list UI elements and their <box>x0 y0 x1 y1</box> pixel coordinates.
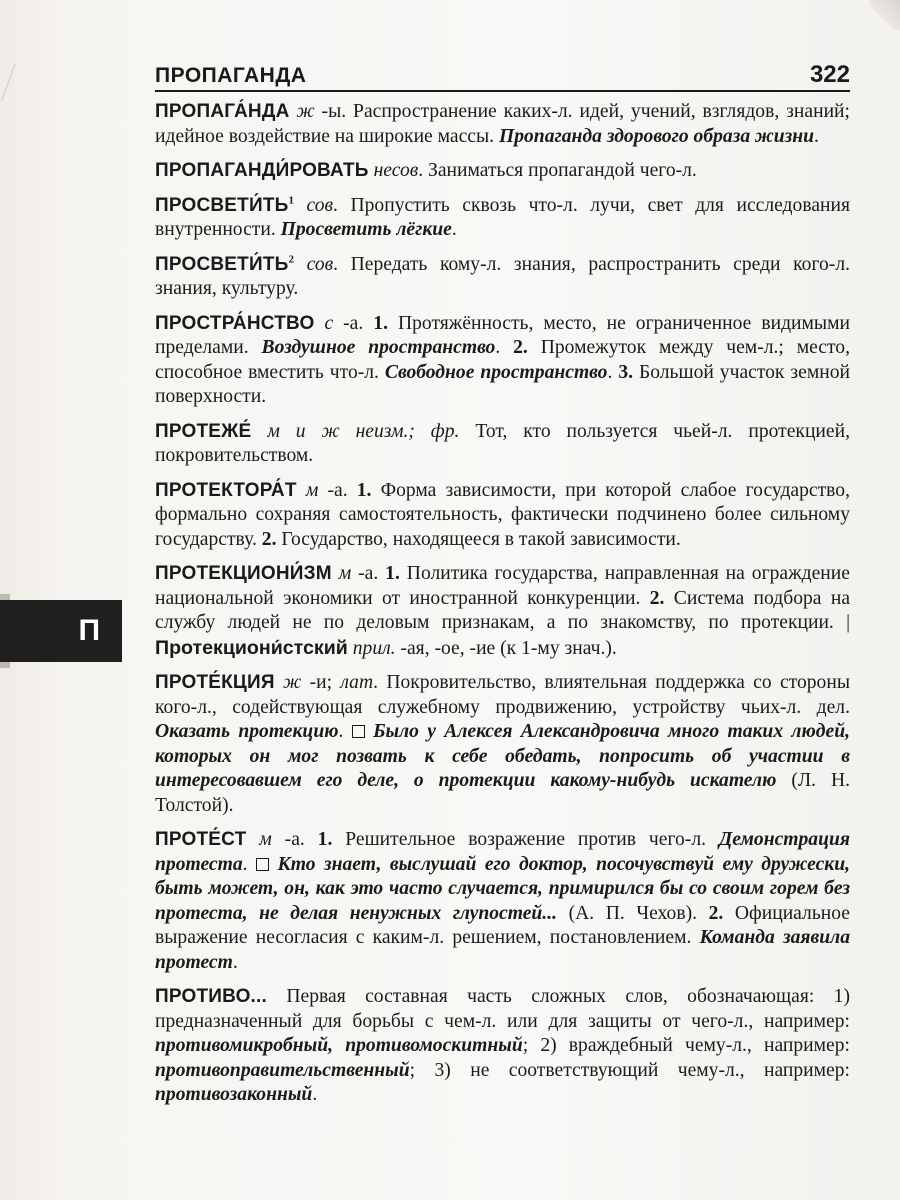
example-text: противоправительственный <box>155 1059 410 1081</box>
homonym-number: 1 <box>288 193 294 206</box>
sense-number: 2. <box>649 587 665 609</box>
entry <box>155 479 850 553</box>
headword: ПРОПАГАНДИ́РОВАТЬ <box>155 160 369 181</box>
entry <box>155 985 850 1108</box>
sense-number: 1. <box>317 829 333 850</box>
headword: ПРОТЕ́КЦИЯ <box>155 672 275 693</box>
grammar-label: м и ж неизм.; фр. <box>267 420 460 442</box>
example-text: противозаконный <box>155 1084 313 1105</box>
sense-number: 2. <box>261 528 277 550</box>
definition-text: . <box>312 1084 318 1105</box>
grammar-label: сов <box>306 253 334 275</box>
entry <box>155 312 850 410</box>
definition-text: -а. <box>333 312 374 334</box>
page-number: 322 <box>809 61 850 88</box>
definition-text: . Пропустить сквозь что-л. лучи, свет для исследования внутренности. <box>155 194 851 240</box>
definition-text: Тот, кто пользуется чьей-л. протекцией, покровительством. <box>155 420 850 466</box>
definition-text: ; 2) враждебный чему-л., например: <box>522 1035 850 1056</box>
definition-text: Государство, находящееся в такой зависимости. <box>276 528 681 550</box>
grammar-label: ж <box>296 101 315 122</box>
grammar-label: прил. <box>352 637 396 659</box>
example-text: Оказать протекцию <box>155 721 339 742</box>
definition-text: . <box>451 219 457 240</box>
grammar-label: м <box>338 563 352 584</box>
grammar-label: сов <box>306 194 334 216</box>
headword: ПРОТЕЖЕ́ <box>155 420 252 442</box>
definition-text: -а. <box>351 563 386 584</box>
example-text: Воздушное пространство <box>261 337 496 358</box>
definition-text: ; 3) не соответствующий чему-л., например: <box>409 1059 850 1081</box>
quotation-square-icon <box>256 858 269 871</box>
thumb-index-letter: П <box>78 614 100 647</box>
running-headword: ПРОПАГАНДА <box>155 64 307 87</box>
definition-text: . Передать кому-л. знания, распространить среди кого-л. знания, культуру. <box>155 253 850 299</box>
quotation-square-icon <box>352 725 365 738</box>
margin-mark <box>1 63 16 101</box>
grammar-label: м <box>259 829 272 850</box>
definition-text: . Заниматься пропагандой чего-л. <box>418 160 697 181</box>
dictionary-entries <box>155 100 850 1118</box>
example-text: Демонстрация протеста <box>155 829 850 875</box>
sense-number: 1. <box>373 312 388 334</box>
definition-text: Политика государства, направленная на ограждение национальной экономики от иностранной конкуренции. <box>155 563 850 609</box>
entry <box>155 253 850 302</box>
definition-text: -ая, -ое, -ие (к 1-му знач.). <box>395 637 617 659</box>
grammar-label: ж <box>283 672 302 693</box>
headword: ПРОСТРА́НСТВО <box>155 312 315 334</box>
entry <box>155 420 850 469</box>
definition-text: . <box>814 125 819 147</box>
example-text: Просветить лёгкие <box>280 219 452 240</box>
thumb-index-tab <box>0 600 122 662</box>
page-corner <box>870 0 900 30</box>
grammar-label: несов <box>373 160 419 181</box>
running-header <box>155 60 850 92</box>
grammar-label: м <box>305 479 319 501</box>
headword: ПРОСВЕТИ́ТЬ <box>155 194 289 216</box>
definition-text: . <box>232 951 238 973</box>
quotation-text: Было у Алексея Александровича много таких людей, которых он мог позвать к себе обедать, попросить об участии в интересовавшем его деле, о протекции какому-нибудь искателю <box>155 721 851 791</box>
example-text: Свободное пространство <box>384 361 608 383</box>
definition-text: Официальное выражение несогласия с каким-л. решением, постановлением. <box>155 902 850 948</box>
definition-text: . <box>242 853 257 875</box>
entry <box>155 159 850 184</box>
entry <box>155 562 850 661</box>
grammar-label: лат <box>340 672 374 693</box>
entry <box>155 194 850 243</box>
definition-text: Большой участок земной поверхности. <box>155 361 851 407</box>
quotation-text: Кто знает, выслушай его доктор, посочувствуй ему дружески, быть может, он, как это часто случается, примирился бы со своим горем без протеста, не делая ненужных глупостей... <box>155 853 851 924</box>
sense-number: 2. <box>708 902 724 924</box>
headword: ПРОТИВО... <box>155 986 267 1007</box>
definition-text: . <box>495 337 514 358</box>
definition-text: . <box>338 721 352 742</box>
entry <box>155 100 850 149</box>
definition-text: Промежуток между чем-л.; место, способное вместить что-л. <box>155 337 850 383</box>
definition-text: Решительное возражение против чего-л. <box>332 829 719 850</box>
quotation-source: (А. П. Чехов). <box>557 902 709 924</box>
homonym-number: 2 <box>288 252 294 265</box>
definition-text: . <box>607 361 619 383</box>
entry <box>155 828 850 975</box>
definition-text: Система подбора на службу людей не по деловым признакам, а по знакомству, по протекции. | <box>155 587 851 633</box>
example-text: Пропаганда здорового образа жизни <box>498 125 815 147</box>
definition-text: Первая составная часть сложных слов, обозначающая: 1) предназначенный для борьбы с чем-л. или для защиты от чего-л., например: <box>155 986 850 1032</box>
definition-text: Протяжённость, место, не ограниченное видимыми пределами. <box>155 312 850 358</box>
sense-number: 1. <box>356 479 372 501</box>
definition-text: . Покровительство, влиятельная поддержка со стороны кого-л., содействующая служебному продвижению, устройству чьих-л. дел. <box>155 672 850 718</box>
entry <box>155 671 850 818</box>
definition-text: Форма зависимости, при которой слабое государство, формально сохраняя самостоятельность, фактически подчинено более сильному государству. <box>155 479 850 550</box>
definition-text: -а. <box>318 479 357 501</box>
example-text: противомикробный, противомоскитный <box>155 1035 523 1056</box>
headword: ПРОСВЕТИ́ТЬ <box>155 253 289 275</box>
quotation-source: (Л. Н. Толстой). <box>155 770 851 816</box>
definition-text: -и; <box>301 672 341 693</box>
definition-text: -а. <box>271 829 318 850</box>
headword: ПРОТЕ́СТ <box>155 829 247 850</box>
derived-headword: Протекциони́стский <box>155 636 348 659</box>
definition-text: -ы. Распространение каких-л. идей, учений, взглядов, знаний; идейное воздействие на широкие массы. <box>155 101 850 147</box>
sense-number: 2. <box>513 337 528 358</box>
sense-number: 3. <box>618 361 634 383</box>
example-text: Команда заявила протест <box>155 927 850 973</box>
headword: ПРОТЕКЦИОНИ́ЗМ <box>155 563 332 584</box>
headword: ПРОПАГА́НДА <box>155 101 290 122</box>
headword: ПРОТЕКТОРА́Т <box>155 479 297 501</box>
grammar-label: с <box>324 312 334 334</box>
sense-number: 1. <box>385 563 400 584</box>
